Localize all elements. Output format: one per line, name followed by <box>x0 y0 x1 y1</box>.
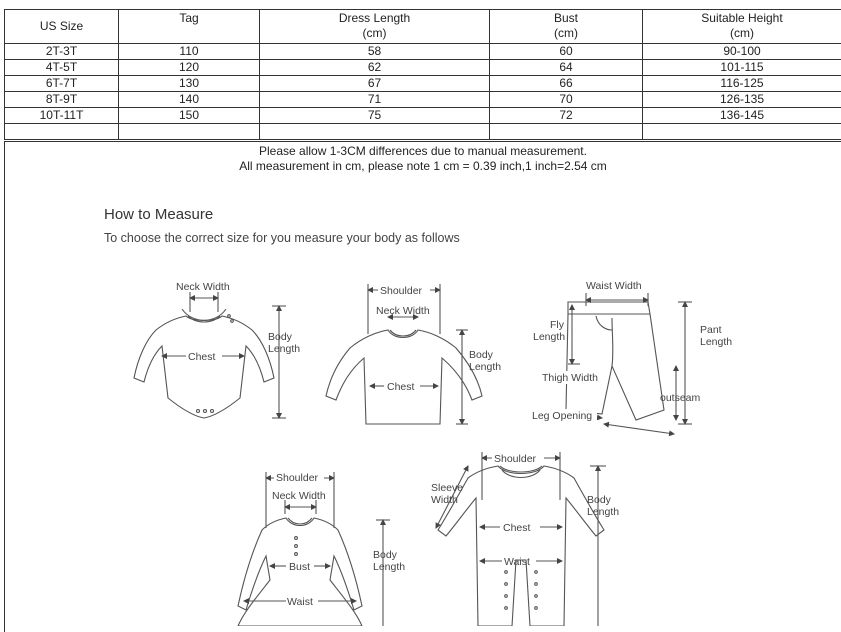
pants-leg-opening-label: Leg Opening <box>532 410 592 422</box>
pants-outseam-label: outseam <box>660 392 701 404</box>
cell-bust: 60 <box>490 44 643 60</box>
header-bust: Bust (cm) <box>490 10 643 44</box>
cell-dress-length: 71 <box>260 92 490 108</box>
dress-length-label: Length <box>373 561 405 573</box>
cell-bust: 64 <box>490 60 643 76</box>
cell-dress-length: 67 <box>260 76 490 92</box>
cell-dress-length: 58 <box>260 44 490 60</box>
cell-height: 101-115 <box>643 60 841 76</box>
how-to-measure-subtitle: To choose the correct size for you measure your body as follows <box>104 231 460 245</box>
cell-size: 8T-9T <box>5 92 119 108</box>
pants-fly-label: Fly <box>550 319 565 331</box>
dress-shoulder-label: Shoulder <box>276 472 319 484</box>
dress-body-label: Body <box>373 549 398 561</box>
romper-width-label: Width <box>431 494 458 506</box>
cell-dress-length: 75 <box>260 108 490 124</box>
cell-size: 4T-5T <box>5 60 119 76</box>
cell-height: 90-100 <box>643 44 841 60</box>
cell-tag: 130 <box>119 76 260 92</box>
cell-bust: 72 <box>490 108 643 124</box>
shirt-body-label: Body <box>469 349 494 361</box>
cell-tag: 120 <box>119 60 260 76</box>
shirt-neck-width-label: Neck Width <box>376 305 430 317</box>
measurement-note-2: All measurement in cm, please note 1 cm = 0.39 inch,1 inch=2.54 cm <box>5 159 841 173</box>
pants-pant-length-label: Length <box>700 336 732 348</box>
shirt-length-label: Length <box>469 361 501 373</box>
cell-size: 10T-11T <box>5 108 119 124</box>
header-us-size: US Size <box>5 10 119 44</box>
romper-length-label: Length <box>587 506 619 518</box>
pants-thigh-width-label: Thigh Width <box>542 372 598 384</box>
dress-waist-label: Waist <box>287 596 313 608</box>
cell-height: 126-135 <box>643 92 841 108</box>
romper-diagram <box>436 452 606 626</box>
cell-size: 2T-3T <box>5 44 119 60</box>
header-suitable-height: Suitable Height (cm) <box>643 10 841 44</box>
cell-height: 136-145 <box>643 108 841 124</box>
pants-pant-label: Pant <box>700 324 722 336</box>
dress-bust-label: Bust <box>289 561 310 573</box>
cell-bust: 70 <box>490 92 643 108</box>
dress-neck-width-label: Neck Width <box>272 490 326 502</box>
pants-waist-width-label: Waist Width <box>586 280 642 292</box>
bodysuit-body-label: Body <box>268 331 293 343</box>
bodysuit-length-label: Length <box>268 343 300 355</box>
cell-tag: 110 <box>119 44 260 60</box>
cell-tag: 150 <box>119 108 260 124</box>
romper-shoulder-label: Shoulder <box>494 453 537 465</box>
header-tag: Tag <box>119 10 260 44</box>
bodysuit-neck-width-label: Neck Width <box>176 281 230 293</box>
header-dress-length: Dress Length (cm) <box>260 10 490 44</box>
measurement-note-1: Please allow 1-3CM differences due to manual measurement. <box>5 144 841 158</box>
pants-fly-length-label: Length <box>533 331 565 343</box>
cell-dress-length: 62 <box>260 60 490 76</box>
romper-chest-label: Chest <box>503 522 531 534</box>
romper-body-label: Body <box>587 494 612 506</box>
bodysuit-chest-label: Chest <box>188 351 216 363</box>
shirt-shoulder-label: Shoulder <box>380 285 423 297</box>
how-to-measure-title: How to Measure <box>104 206 213 223</box>
romper-sleeve-label: Sleeve <box>431 482 463 494</box>
romper-waist-label: Waist <box>504 556 530 568</box>
cell-tag: 140 <box>119 92 260 108</box>
cell-height: 116-125 <box>643 76 841 92</box>
cell-size: 6T-7T <box>5 76 119 92</box>
shirt-chest-label: Chest <box>387 381 415 393</box>
cell-bust: 66 <box>490 76 643 92</box>
